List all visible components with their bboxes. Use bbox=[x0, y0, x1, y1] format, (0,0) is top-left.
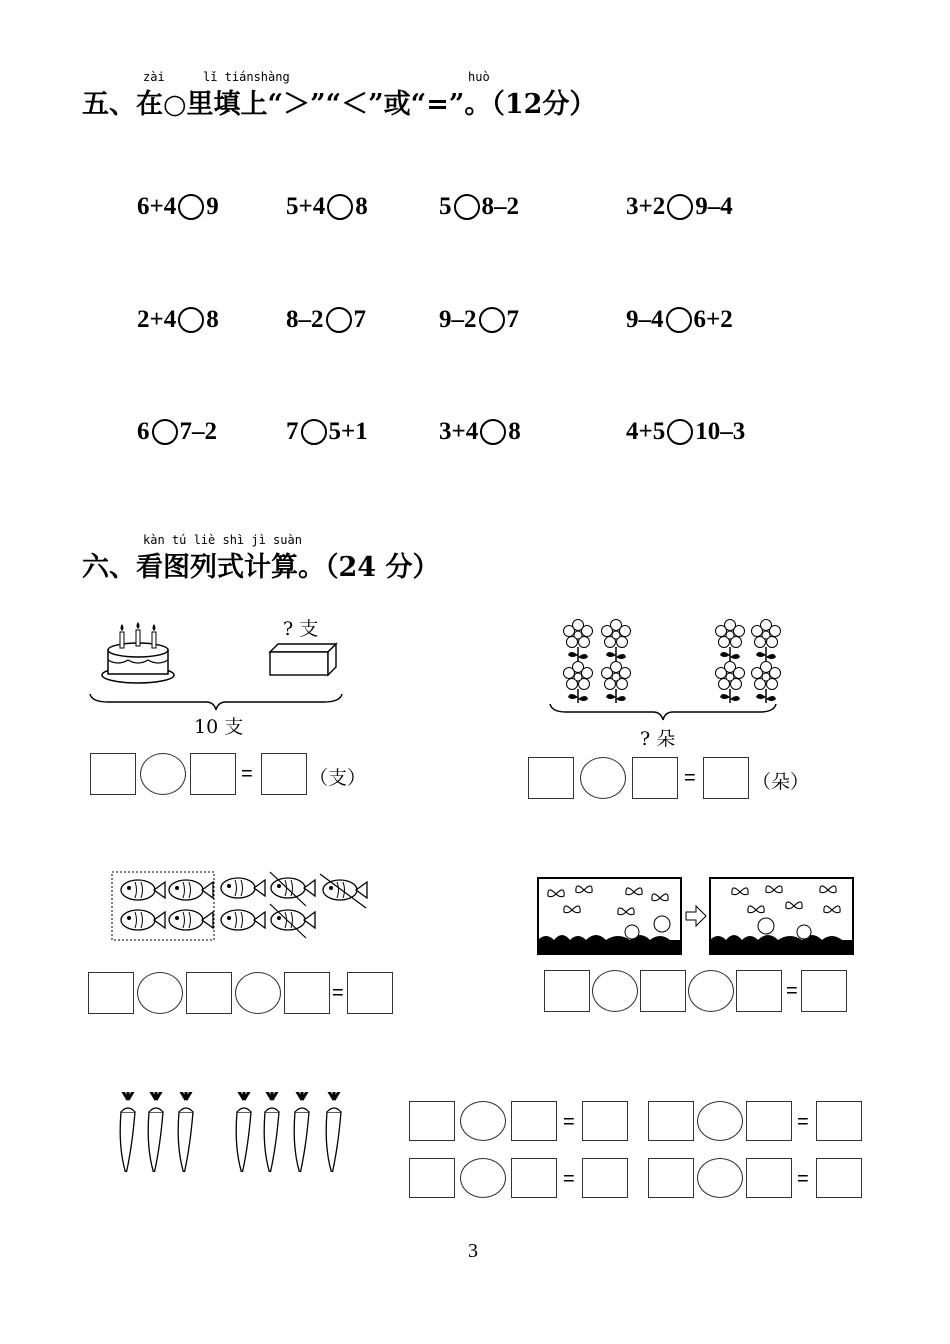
exercise-left: 9–2 bbox=[439, 306, 477, 333]
flower-illustration bbox=[560, 615, 790, 710]
comparison-exercise bbox=[137, 306, 219, 334]
compare-circle[interactable] bbox=[152, 419, 178, 445]
exercise-right: 7 bbox=[353, 306, 366, 333]
comparison-exercise bbox=[626, 306, 733, 334]
equals-sign: = bbox=[797, 1111, 809, 1133]
operator-circle[interactable] bbox=[688, 970, 734, 1012]
answer-box[interactable] bbox=[190, 753, 236, 795]
compare-circle[interactable] bbox=[666, 307, 692, 333]
comparison-exercise bbox=[286, 418, 368, 446]
exercise-right: 8 bbox=[355, 193, 368, 220]
equals-sign: = bbox=[797, 1168, 809, 1190]
answer-box[interactable] bbox=[511, 1158, 557, 1198]
answer-box[interactable] bbox=[632, 757, 678, 799]
equals-sign: = bbox=[563, 1111, 575, 1133]
exercise-left: 6+4 bbox=[137, 193, 177, 220]
answer-box[interactable] bbox=[528, 757, 574, 799]
equals-sign: = bbox=[241, 763, 253, 785]
operator-circle[interactable] bbox=[140, 753, 186, 795]
answer-box[interactable] bbox=[801, 970, 847, 1012]
operator-circle[interactable] bbox=[235, 972, 281, 1014]
answer-box[interactable] bbox=[816, 1158, 862, 1198]
fish-illustration bbox=[108, 868, 373, 944]
section5-title: 五、在○里填上“＞”“＜”或“=”。（12分） bbox=[82, 89, 597, 120]
exercise-left: 5 bbox=[439, 193, 452, 220]
total-label: 10 支 bbox=[194, 716, 244, 738]
comparison-exercise bbox=[439, 418, 521, 446]
answer-box[interactable] bbox=[90, 753, 136, 795]
unit-label-2: （朵） bbox=[752, 771, 810, 793]
comparison-exercise bbox=[439, 193, 519, 221]
answer-box[interactable] bbox=[582, 1158, 628, 1198]
answer-box[interactable] bbox=[746, 1101, 792, 1141]
comparison-exercise bbox=[626, 193, 733, 221]
answer-box[interactable] bbox=[648, 1101, 694, 1141]
compare-circle[interactable] bbox=[301, 419, 327, 445]
exercise-right: 5+1 bbox=[328, 418, 368, 445]
carrot-illustration bbox=[108, 1092, 358, 1172]
operator-circle[interactable] bbox=[697, 1158, 743, 1198]
box-illustration bbox=[268, 642, 338, 677]
brace-1 bbox=[88, 692, 344, 712]
exercise-right: 8 bbox=[206, 306, 219, 333]
exercise-right: 8 bbox=[508, 418, 521, 445]
pinyin-zai: zài bbox=[143, 70, 165, 84]
compare-circle[interactable] bbox=[178, 307, 204, 333]
operator-circle[interactable] bbox=[460, 1158, 506, 1198]
butterfly-illustration bbox=[536, 876, 856, 956]
pinyin-huo: huò bbox=[468, 70, 490, 84]
answer-box[interactable] bbox=[746, 1158, 792, 1198]
compare-circle[interactable] bbox=[667, 194, 693, 220]
operator-circle[interactable] bbox=[580, 757, 626, 799]
exercise-left: 7 bbox=[286, 418, 299, 445]
answer-box[interactable] bbox=[816, 1101, 862, 1141]
answer-box[interactable] bbox=[648, 1158, 694, 1198]
equals-sign: = bbox=[684, 767, 696, 789]
compare-circle[interactable] bbox=[178, 194, 204, 220]
compare-circle[interactable] bbox=[479, 307, 505, 333]
equals-sign: = bbox=[563, 1168, 575, 1190]
operator-circle[interactable] bbox=[592, 970, 638, 1012]
exercise-left: 3+2 bbox=[626, 193, 666, 220]
answer-box[interactable] bbox=[186, 972, 232, 1014]
equals-sign: = bbox=[786, 980, 798, 1002]
answer-box[interactable] bbox=[261, 753, 307, 795]
unit-label-1: （支） bbox=[309, 767, 367, 789]
comparison-exercise bbox=[439, 306, 519, 334]
exercise-right: 9 bbox=[206, 193, 219, 220]
cake-illustration bbox=[100, 620, 180, 690]
pinyin-kan-tu-lie-shi-ji-suan: kàn tú liè shì jì suàn bbox=[143, 533, 302, 547]
question-label-1: ? 支 bbox=[283, 618, 319, 640]
comparison-exercise bbox=[286, 306, 366, 334]
compare-circle[interactable] bbox=[327, 194, 353, 220]
compare-circle[interactable] bbox=[454, 194, 480, 220]
section6-title: 六、看图列式计算。（24 分） bbox=[82, 552, 440, 583]
brace-2 bbox=[548, 702, 778, 722]
exercise-right: 9–4 bbox=[695, 193, 733, 220]
exercise-right: 8–2 bbox=[481, 193, 519, 220]
answer-box[interactable] bbox=[640, 970, 686, 1012]
comparison-exercise bbox=[137, 193, 219, 221]
compare-circle[interactable] bbox=[480, 419, 506, 445]
answer-box[interactable] bbox=[511, 1101, 557, 1141]
exercise-right: 7–2 bbox=[179, 418, 217, 445]
compare-circle[interactable] bbox=[667, 419, 693, 445]
answer-box[interactable] bbox=[582, 1101, 628, 1141]
question-label-2: ? 朵 bbox=[640, 728, 676, 750]
page-number: 3 bbox=[468, 1240, 478, 1262]
answer-box[interactable] bbox=[703, 757, 749, 799]
exercise-left: 5+4 bbox=[286, 193, 326, 220]
operator-circle[interactable] bbox=[137, 972, 183, 1014]
operator-circle[interactable] bbox=[697, 1101, 743, 1141]
pinyin-li-tianshang: lǐ tiánshàng bbox=[203, 70, 290, 84]
exercise-left: 6 bbox=[137, 418, 150, 445]
exercise-left: 8–2 bbox=[286, 306, 324, 333]
exercise-left: 2+4 bbox=[137, 306, 177, 333]
exercise-right: 10–3 bbox=[695, 418, 746, 445]
answer-box[interactable] bbox=[544, 970, 590, 1012]
exercise-left: 4+5 bbox=[626, 418, 666, 445]
comparison-exercise bbox=[286, 193, 368, 221]
answer-box[interactable] bbox=[736, 970, 782, 1012]
answer-box[interactable] bbox=[88, 972, 134, 1014]
answer-box[interactable] bbox=[409, 1158, 455, 1198]
exercise-left: 9–4 bbox=[626, 306, 664, 333]
answer-box[interactable] bbox=[347, 972, 393, 1014]
comparison-exercise bbox=[137, 418, 217, 446]
answer-box[interactable] bbox=[284, 972, 330, 1014]
operator-circle[interactable] bbox=[460, 1101, 506, 1141]
exercise-right: 6+2 bbox=[693, 306, 733, 333]
comparison-exercise bbox=[626, 418, 745, 446]
compare-circle[interactable] bbox=[326, 307, 352, 333]
exercise-right: 7 bbox=[506, 306, 519, 333]
answer-box[interactable] bbox=[409, 1101, 455, 1141]
exercise-left: 3+4 bbox=[439, 418, 479, 445]
equals-sign: = bbox=[332, 982, 344, 1004]
